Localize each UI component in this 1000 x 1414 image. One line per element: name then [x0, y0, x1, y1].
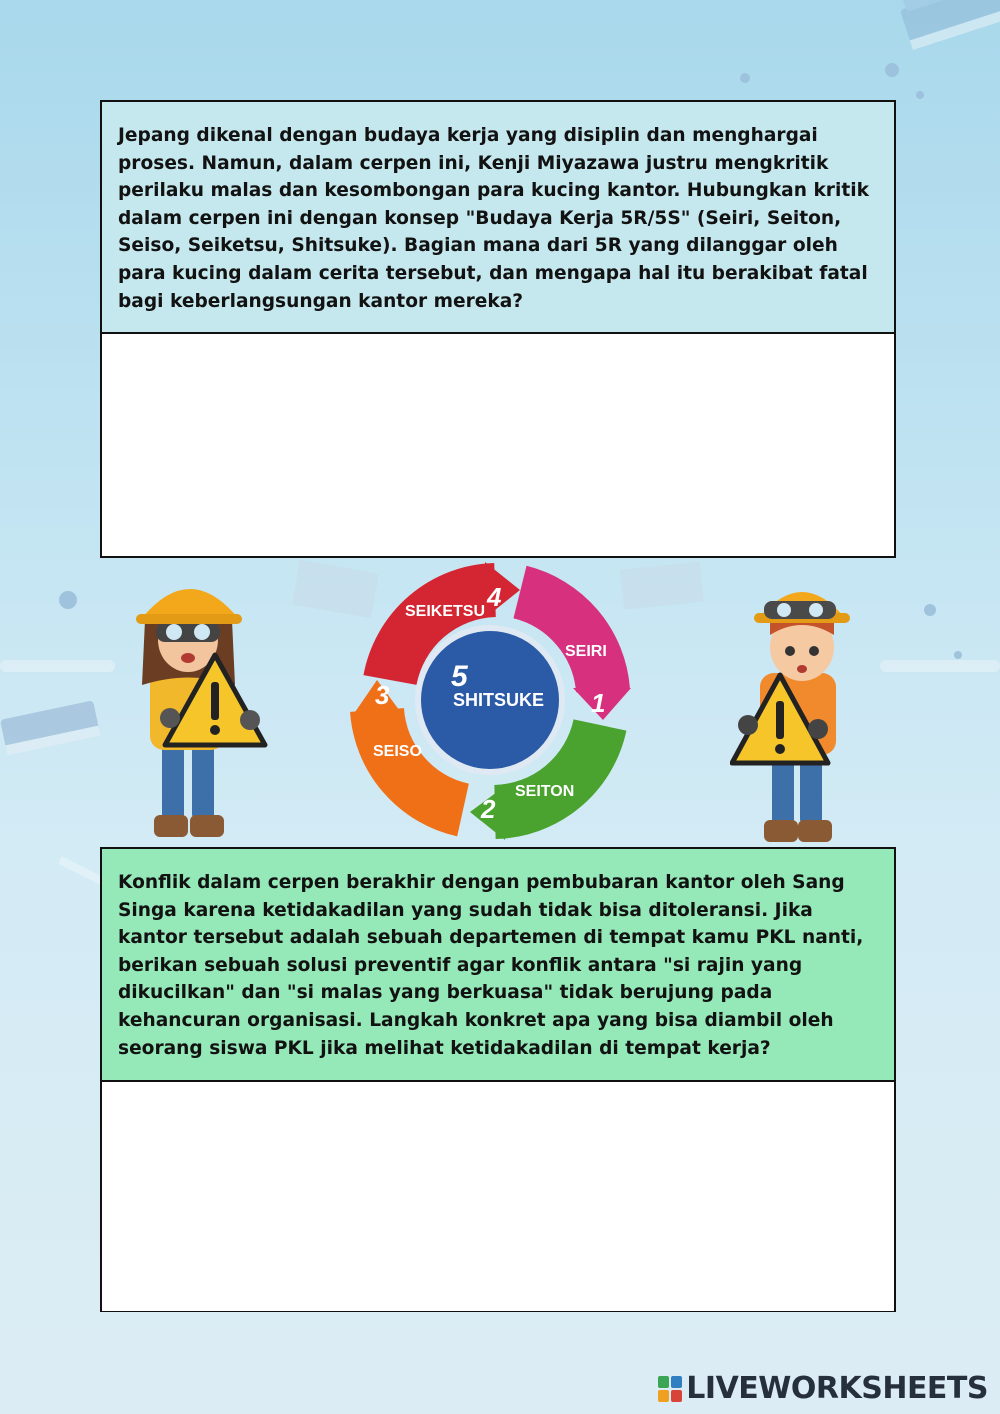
liveworksheets-logo	[658, 1371, 988, 1406]
seiso-number: 3	[375, 680, 390, 710]
question-card-1	[100, 100, 896, 558]
female-worker-illustration	[120, 570, 270, 850]
seiketsu-number: 4	[487, 582, 502, 612]
seiton-label: SEITON	[515, 783, 575, 800]
male-worker-illustration	[730, 575, 870, 855]
answer-input-2[interactable]	[102, 1082, 894, 1311]
question-text-2: Konflik dalam cerpen berakhir dengan pembubaran kantor oleh Sang Singa karena ketidakadilan yang sudah tidak bisa ditoleransi. Jika kantor tersebut adalah sebuah departemen di tempat kamu PKL nanti, berikan sebuah solusi preventif agar konflik antara "si rajin yang dikucilkan" dan "si malas yang berkuasa" tidak berujung pada kehancuran organisasi. Langkah konkret apa yang bisa diambil oleh seorang siswa PKL jika melihat ketidakadilan di tempat kerja?	[102, 849, 894, 1082]
seiri-number: 1	[591, 688, 606, 718]
liveworksheets-brand-text: LIVEWORKSHEETS	[686, 1371, 988, 1406]
answer-area-1[interactable]	[102, 334, 894, 556]
seiketsu-label: SEIKETSU	[405, 603, 486, 620]
liveworksheets-logo-icon	[658, 1376, 682, 1402]
answer-area-2[interactable]	[102, 1082, 894, 1311]
seiton-number: 2	[481, 794, 496, 824]
question-card-2	[100, 847, 896, 1312]
seiso-label: SEISO	[373, 743, 422, 760]
five-s-cycle-diagram	[345, 560, 635, 850]
seiri-label: SEIRI	[565, 643, 607, 660]
question-text-1: Jepang dikenal dengan budaya kerja yang disiplin dan menghargai proses. Namun, dalam cerpen ini, Kenji Miyazawa justru mengkritik perilaku malas dan kesombongan para kucing kantor. Hubungkan kritik dalam cerpen ini dengan konsep "Budaya Kerja 5R/5S" (Seiri, Seiton, Seiso, Seiketsu, Shitsuke). Bagian mana dari 5R yang dilanggar oleh para kucing dalam cerita tersebut, dan mengapa hal itu berakibat fatal bagi keberlangsungan kantor mereka?	[102, 102, 894, 334]
center-label: SHITSUKE	[453, 690, 545, 710]
center-number: 5	[451, 660, 468, 693]
answer-input-1[interactable]	[102, 334, 894, 556]
